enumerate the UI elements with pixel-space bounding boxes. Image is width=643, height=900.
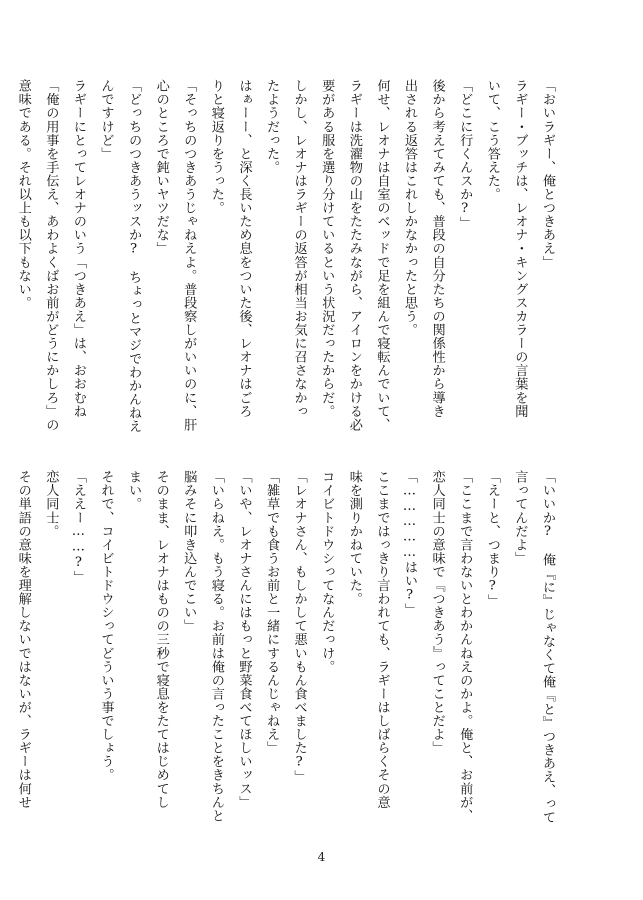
text-line: 恋人同士。 [43,470,59,538]
text-line: 恋人同士の意味で『つきあう』ってことだよ」 [429,470,445,755]
text-line: 「どこに行くんスか?」 [457,79,473,230]
text-line: 意味である。それ以上も以下もない。 [15,79,31,310]
text-line: りと寝返りをうった。 [208,79,224,215]
text-line: 「そっちのつきあうじゃねえよ。普段察しがいいのに、肝 [181,79,197,432]
bottom-text-block [9,470,561,825]
text-line: 「雑草でも食うお前と一緒にするんじゃねえ」 [264,470,280,755]
text-line: はぁーー、と深く長いため息をついた後、レオナはごろ [236,79,252,418]
text-line: 「レオナさん、もしかして悪いもん食べました?」 [291,470,307,784]
text-line: 「いいか? 俺『に』じゃなくて俺『と』つきあえ、って [540,470,555,825]
text-line: 出される返答はこれしかなかったと思う。 [402,79,418,337]
text-line: ここまではっきり言われても、ラギーはしばらくその意 [374,470,390,809]
text-line: 「おいラギー、俺とつきあえ」 [540,79,555,269]
text-line: ラギーは洗濯物の山をたたみながら、アイロンをかける必 [346,79,362,432]
text-line: 「ここまで言わないとわかんねえのかよ。俺と、お前が、 [457,470,473,823]
text-line: 要がある服を選り分けているという状況だったからだ。 [319,79,335,418]
text-line: その単語の意味を理解しないではないが、ラギーは何せ [15,470,31,809]
page-number: 4 [317,850,326,864]
text-line: たようだった。 [264,79,280,174]
text-line: 言ってんだよ」 [512,470,528,565]
text-line: 「えーと、つまり?」 [484,470,500,608]
text-line: ラギーにとってレオナのいう「つきあえ」は、おおむね [70,79,86,418]
text-line: 何せ、レオナは自室のベッドで足を組んで寝転んでいて、 [374,79,390,432]
text-line: それで、コイビトドウシってどういう事でしょう。 [98,470,114,782]
text-line: 味を測りかねていた。 [346,470,362,606]
text-line: 「どっちのつきあうッスか? ちょっとマジでわかんねえ [126,79,142,434]
text-line: 「……………はい?」 [402,470,418,617]
text-line: 脳みそに叩き込んでこい」 [181,470,197,633]
text-line: 心のところで鈍いヤツだな」 [153,79,169,256]
text-line: ラギー・ブッチは、レオナ・キングスカラーの言葉を聞 [512,79,528,418]
text-line: コイビトドウシってなんだっけ。 [319,470,335,674]
top-text-block [9,79,561,434]
text-line: んですけど」 [98,79,114,161]
text-line: 「いらねえ。もう寝る。お前は俺の言ったことをきちんと [208,470,224,823]
text-line: そのまま、レオナはものの三秒で寝息をたてはじめてし [153,470,169,809]
text-line: いて、こう答えた。 [484,79,500,201]
text-line: まい。 [126,470,142,511]
text-line: 後から考えてみても、普段の自分たちの関係性から導き [429,79,445,418]
text-line: 「いや、レオナさんにはもっと野菜食べてほしいッス」 [236,470,252,809]
text-line: しかし、レオナはラギーの返答が相当お気に召さなかっ [291,79,307,418]
text-line: 「俺の用事を手伝え、あわよくばお前がどうにかしろ」の [43,79,59,432]
text-line: 「ええー……?」 [70,470,86,584]
